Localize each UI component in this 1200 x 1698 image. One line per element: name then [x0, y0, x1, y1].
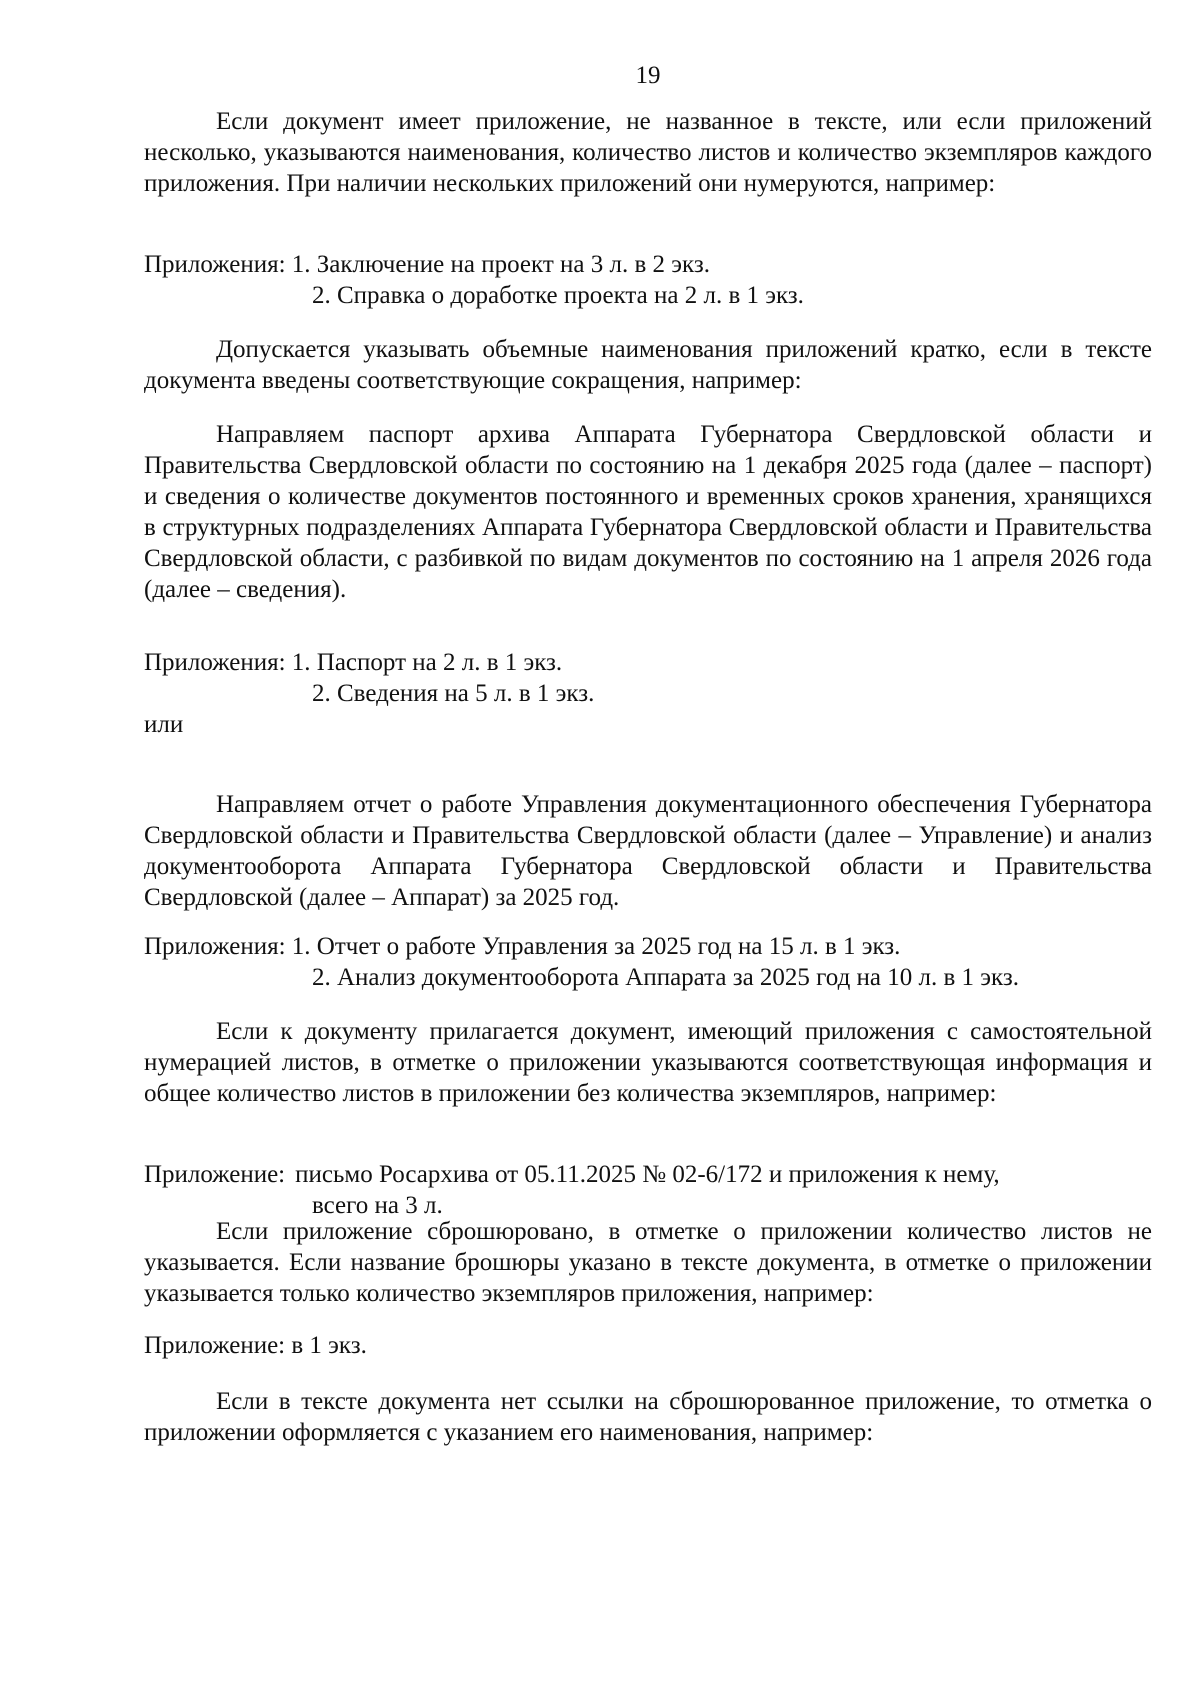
or-word: или — [144, 711, 184, 738]
paragraph-example-report — [144, 789, 1152, 913]
attachment-lead: Приложения: — [144, 933, 286, 960]
paragraph-text: Если к документу прилагается документ, имеющий приложения с самостоятельной нумерацией листов, в отметке о приложении указываются соответствующая информация и общее количество листов в приложении без количества экземпляров, например: — [144, 1018, 1152, 1107]
paragraph-text: Если документ имеет приложение, не названное в тексте, или если приложений несколько, указываются наименования, количество листов и количество экземпляров каждого приложения. При наличии нескольких приложений они нумеруются, например: — [144, 108, 1152, 197]
paragraph-text: Если приложение сброшюровано, в отметке о приложении количество листов не указывается. Если название брошюры указано в тексте документа, в отметке о приложении указывается только количество экземпляров приложения, например: — [144, 1218, 1152, 1307]
paragraph-self-numbered — [144, 1016, 1152, 1109]
paragraph-abbreviations — [144, 334, 1152, 396]
paragraph-text: Если в тексте документа нет ссылки на сброшюрованное приложение, то отметка о приложении оформляется с указанием его наименования, например: — [144, 1388, 1152, 1446]
paragraph-no-reference — [144, 1386, 1152, 1448]
attachment-item: 1. Заключение на проект на 3 л. в 2 экз. — [291, 251, 710, 278]
attachment-item: 1. Отчет о работе Управления за 2025 год на 15 л. в 1 экз. — [291, 933, 901, 960]
attachment-lead: Приложения: — [144, 251, 286, 278]
attachment-example-2 — [144, 647, 1152, 740]
attachment-lead: Приложение: — [144, 1161, 286, 1188]
attachment-example-4 — [144, 1159, 1152, 1221]
paragraph-text: Направляем отчет о работе Управления документационного обеспечения Губернатора Свердловской области и Правительства Свердловской области (далее – Управление) и анализ документооборота Аппарата Губернатора Свердловской области и Правительства Свердловской (далее – Аппарат) за 2025 год. — [144, 791, 1152, 911]
attachment-item: 2. Сведения на 5 л. в 1 экз. — [312, 680, 595, 707]
attachment-line: Приложение: в 1 экз. — [144, 1332, 367, 1359]
paragraph-example-passport — [144, 419, 1152, 605]
attachment-item: 2. Справка о доработке проекта на 2 л. в 1 экз. — [312, 282, 804, 309]
paragraph-text: Допускается указывать объемные наименования приложений кратко, если в тексте документа введены соответствующие сокращения, например: — [144, 336, 1152, 394]
attachment-lead: Приложения: — [144, 649, 286, 676]
attachment-item: всего на 3 л. — [312, 1192, 443, 1219]
paragraph-bound-brochure — [144, 1216, 1152, 1309]
attachment-example-3 — [144, 931, 1152, 993]
attachment-example-1 — [144, 249, 1152, 311]
attachment-item: письмо Росархива от 05.11.2025 № 02-6/172 и приложения к нему, — [295, 1161, 1000, 1188]
attachment-item: 2. Анализ документооборота Аппарата за 2025 год на 10 л. в 1 экз. — [312, 964, 1019, 991]
page-number: 19 — [635, 62, 661, 89]
paragraph-text: Направляем паспорт архива Аппарата Губернатора Свердловской области и Правительства Свердловской области по состоянию на 1 декабря 2025 года (далее – паспорт) и сведения о количестве документов постоянного и временных сроков хранения, хранящихся в структурных подразделениях Аппарата Губернатора Свердловской области и Правительства Свердловской области, с разбивкой по видам документов по состоянию на 1 апреля 2026 года (далее – сведения). — [144, 421, 1152, 603]
paragraph-multiple-attachments — [144, 106, 1152, 199]
attachment-item: 1. Паспорт на 2 л. в 1 экз. — [291, 649, 563, 676]
attachment-example-5 — [144, 1330, 1152, 1361]
